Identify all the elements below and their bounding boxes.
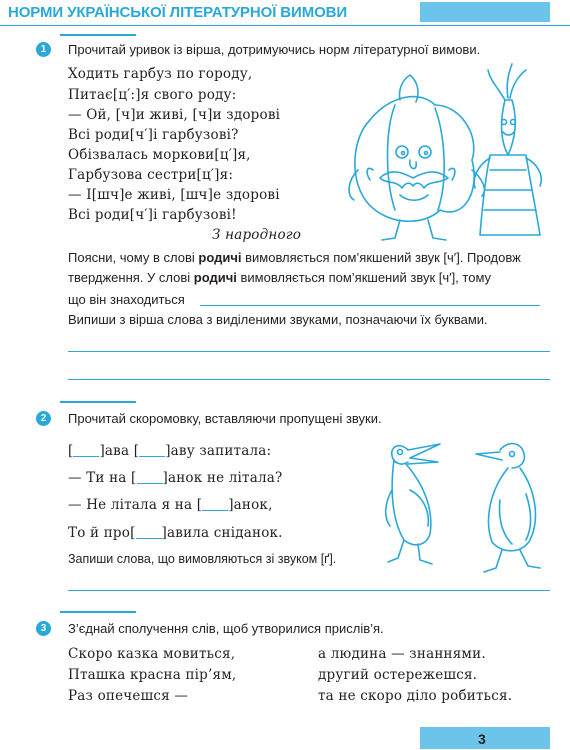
answer-line-words-1[interactable] — [68, 351, 550, 352]
task1-instruction: Прочитай уривок із вірша, дотримуючись норм літературної вимови. — [68, 42, 481, 57]
header-divider — [0, 25, 570, 26]
proverb-left-2[interactable]: Пташка красна пір’ям, — [68, 667, 237, 683]
blank-5[interactable] — [136, 526, 162, 539]
proverb-right-2[interactable]: другий остережешся. — [318, 667, 478, 683]
task1-explain-line3: що він знаходиться — [68, 292, 185, 307]
header-bar — [420, 2, 550, 22]
poem-attribution: З народного — [212, 227, 302, 243]
blank-3[interactable] — [137, 471, 163, 484]
section-divider-3 — [60, 611, 136, 613]
section-divider-2 — [60, 401, 136, 403]
poem-line-7: — І[шч]е живі, [шч]е здорові — [68, 187, 280, 203]
task1-explain-line2: твердження. У слові родичі вимовляється пом’якшений звук [ч′], тому — [68, 270, 492, 285]
task3-instruction: З’єднай сполучення слів, щоб утворилися прислів’я. — [68, 621, 384, 636]
answer-line-task2[interactable] — [68, 590, 550, 591]
poem-line-4: Всі роди[ч′]і гарбузові? — [68, 127, 239, 143]
poem-line-1: Ходить гарбуз по городу, — [68, 66, 253, 82]
page-number: 3 — [478, 731, 486, 747]
task2-instruction: Прочитай скоромовку, вставляючи пропущені звуки. — [68, 411, 382, 426]
pumpkin-carrot-illustration — [340, 60, 555, 245]
proverb-right-1[interactable]: а людина — знаннями. — [318, 646, 486, 662]
blank-2[interactable] — [139, 444, 165, 457]
blank-4[interactable] — [202, 498, 228, 511]
task1-write-instruction: Випиши з вірша слова з виділеними звуками, позначаючи їх буквами. — [68, 312, 488, 327]
proverb-left-3[interactable]: Раз опечешся — — [68, 688, 189, 704]
birds-illustration — [380, 430, 560, 580]
poem-line-3: — Ой, [ч]и живі, [ч]и здорові — [68, 107, 281, 123]
poem-line-2: Питає[ц′:]я свого роду: — [68, 87, 237, 103]
task-number-3: 3 — [36, 621, 51, 636]
task1-explain-line1: Поясни, чому в слові родичі вимовляється пом’якшений звук [ч′]. Продовж — [68, 250, 521, 265]
blank-1[interactable] — [73, 444, 99, 457]
poem-line-5: Обізвалась моркови[ц′]я, — [68, 147, 251, 163]
tongue-twister-line-1: [ ]ава [ ]аву запитала: — [68, 443, 272, 459]
answer-line-reason[interactable] — [200, 305, 540, 306]
task-number-2: 2 — [36, 411, 51, 426]
tongue-twister-line-2: — Ти на [ ]анок не літала? — [68, 470, 283, 486]
tongue-twister-line-3: — Не літала я на [ ]анок, — [68, 497, 273, 513]
poem-line-8: Всі роди[ч′]і гарбузові! — [68, 207, 237, 223]
proverb-right-3[interactable]: та не скоро діло робиться. — [318, 688, 513, 704]
tongue-twister-line-4: То й про[ ]авила сніданок. — [68, 525, 283, 541]
page-title: НОРМИ УКРАЇНСЬКОЇ ЛІТЕРАТУРНОЇ ВИМОВИ — [8, 4, 348, 21]
section-divider-1 — [60, 34, 136, 36]
proverb-left-1[interactable]: Скоро казка мовиться, — [68, 646, 236, 662]
answer-line-words-2[interactable] — [68, 379, 550, 380]
task2-write-instruction: Запиши слова, що вимовляються зі звуком [ґ]. — [68, 552, 337, 566]
poem-line-6: Гарбузова сестри[ц′]я: — [68, 167, 234, 183]
task-number-1: 1 — [36, 42, 51, 57]
